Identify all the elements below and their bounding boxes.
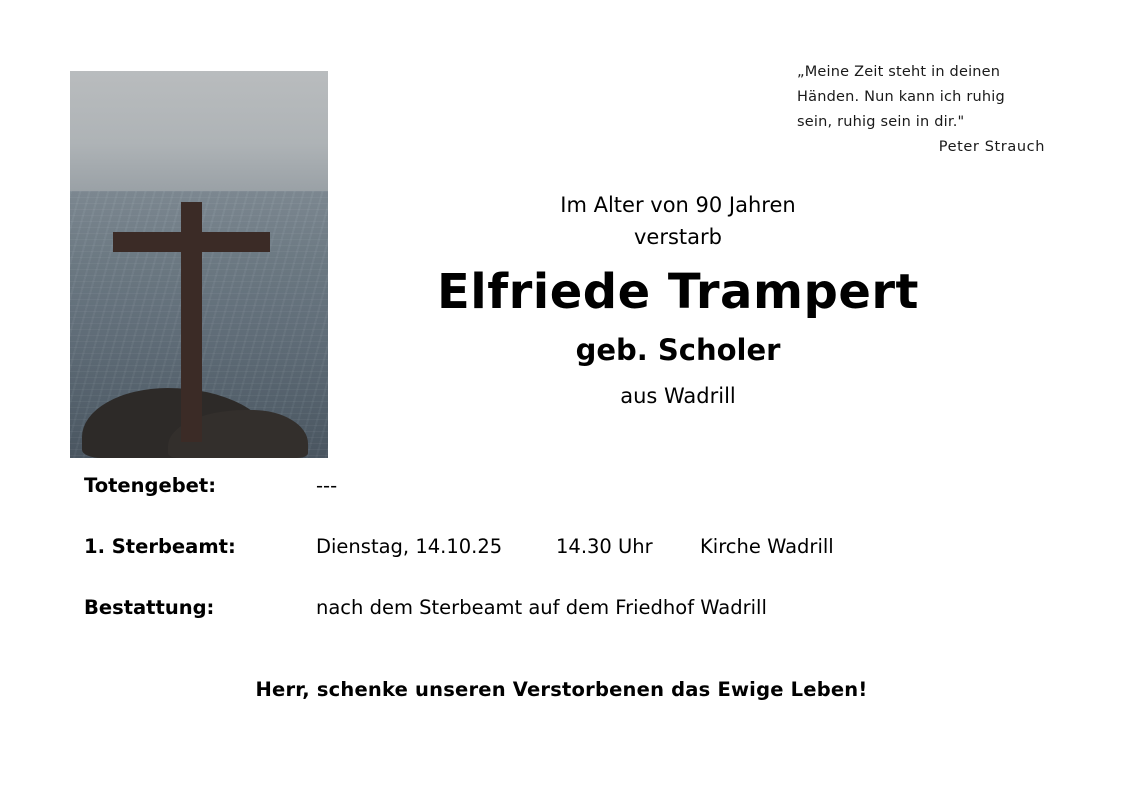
closing-prayer: Herr, schenke unseren Verstorbenen das Ewige Leben! <box>255 678 868 701</box>
table-row <box>84 596 1044 619</box>
table-row <box>84 474 1044 497</box>
announcement-block <box>398 190 958 408</box>
row-value-sterbeamt-date: Dienstag, 14.10.25 <box>316 535 503 558</box>
cross-by-the-sea-photo <box>70 71 328 458</box>
deceased-name: Elfriede Trampert <box>436 263 919 320</box>
row-value-sterbeamt-time: 14.30 Uhr <box>556 535 653 558</box>
row-label-totengebet: Totengebet: <box>84 474 217 497</box>
row-value-totengebet: --- <box>316 474 338 497</box>
cross-icon-horizontal <box>113 232 270 252</box>
photo-sky <box>70 71 328 191</box>
row-value-sterbeamt-place: Kirche Wadrill <box>700 535 834 558</box>
row-value-bestattung: nach dem Sterbeamt auf dem Friedhof Wadrill <box>316 596 767 619</box>
quote-text: „Meine Zeit steht in deinen Händen. Nun kann ich ruhig sein, ruhig sein in dir." <box>797 64 1005 130</box>
quote-author: Peter Strauch <box>938 139 1045 155</box>
age-line-1: Im Alter von 90 Jahren <box>560 193 796 217</box>
maiden-name: geb. Scholer <box>575 333 781 368</box>
origin-text: aus Wadrill <box>620 384 736 409</box>
details-table <box>84 474 1044 657</box>
row-label-sterbeamt: 1. Sterbeamt: <box>84 535 236 558</box>
table-row <box>84 535 1044 558</box>
row-label-bestattung: Bestattung: <box>84 596 215 619</box>
age-line-2: verstarb <box>634 224 722 249</box>
